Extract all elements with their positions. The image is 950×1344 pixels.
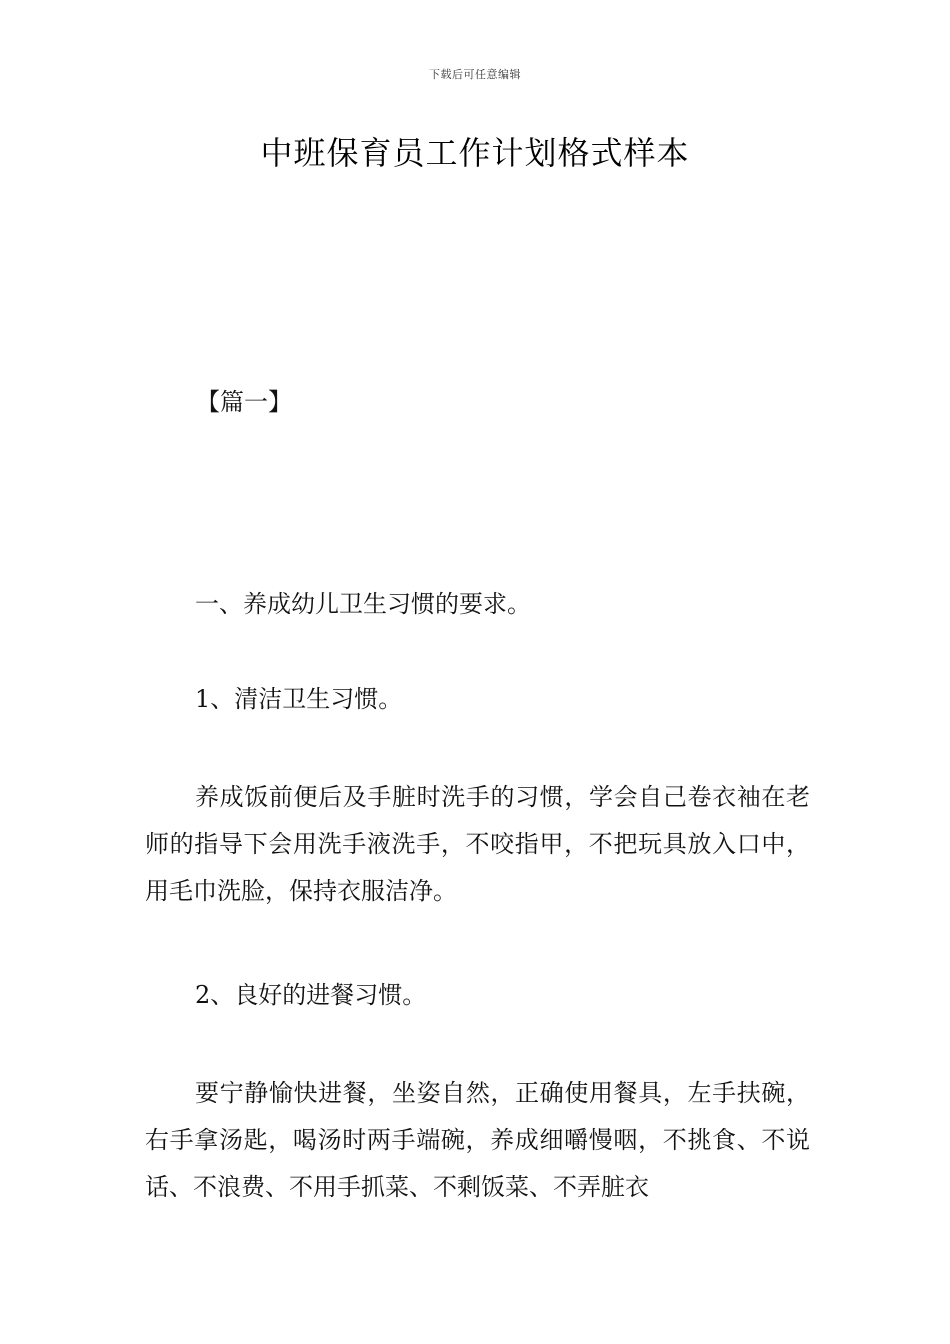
header-note: 下载后可任意编辑 bbox=[429, 68, 521, 81]
paragraph-subheading-eating: 2、良好的进餐习惯。 bbox=[195, 981, 427, 1009]
page-title: 中班保育员工作计划格式样本 bbox=[260, 134, 690, 172]
paragraph-subheading-cleanliness: 1、清洁卫生习惯。 bbox=[195, 685, 403, 713]
section-tag: 【篇一】 bbox=[196, 388, 292, 416]
paragraph-eating-body: 要宁静愉快进餐，坐姿自然，正确使用餐具，左手扶碗，右手拿汤匙，喝汤时两手端碗，养成细嚼慢咽，不挑食、不说话、不浪费、不用手抓菜、不剩饭菜、不弄脏衣 bbox=[145, 1079, 810, 1201]
paragraph-heading-hygiene-habits: 一、养成幼儿卫生习惯的要求。 bbox=[195, 590, 531, 618]
paragraph-cleanliness-body: 养成饭前便后及手脏时洗手的习惯，学会自己卷衣袖在老师的指导下会用洗手液洗手，不咬指甲，不把玩具放入口中，用毛巾洗脸，保持衣服洁净。 bbox=[145, 783, 810, 905]
